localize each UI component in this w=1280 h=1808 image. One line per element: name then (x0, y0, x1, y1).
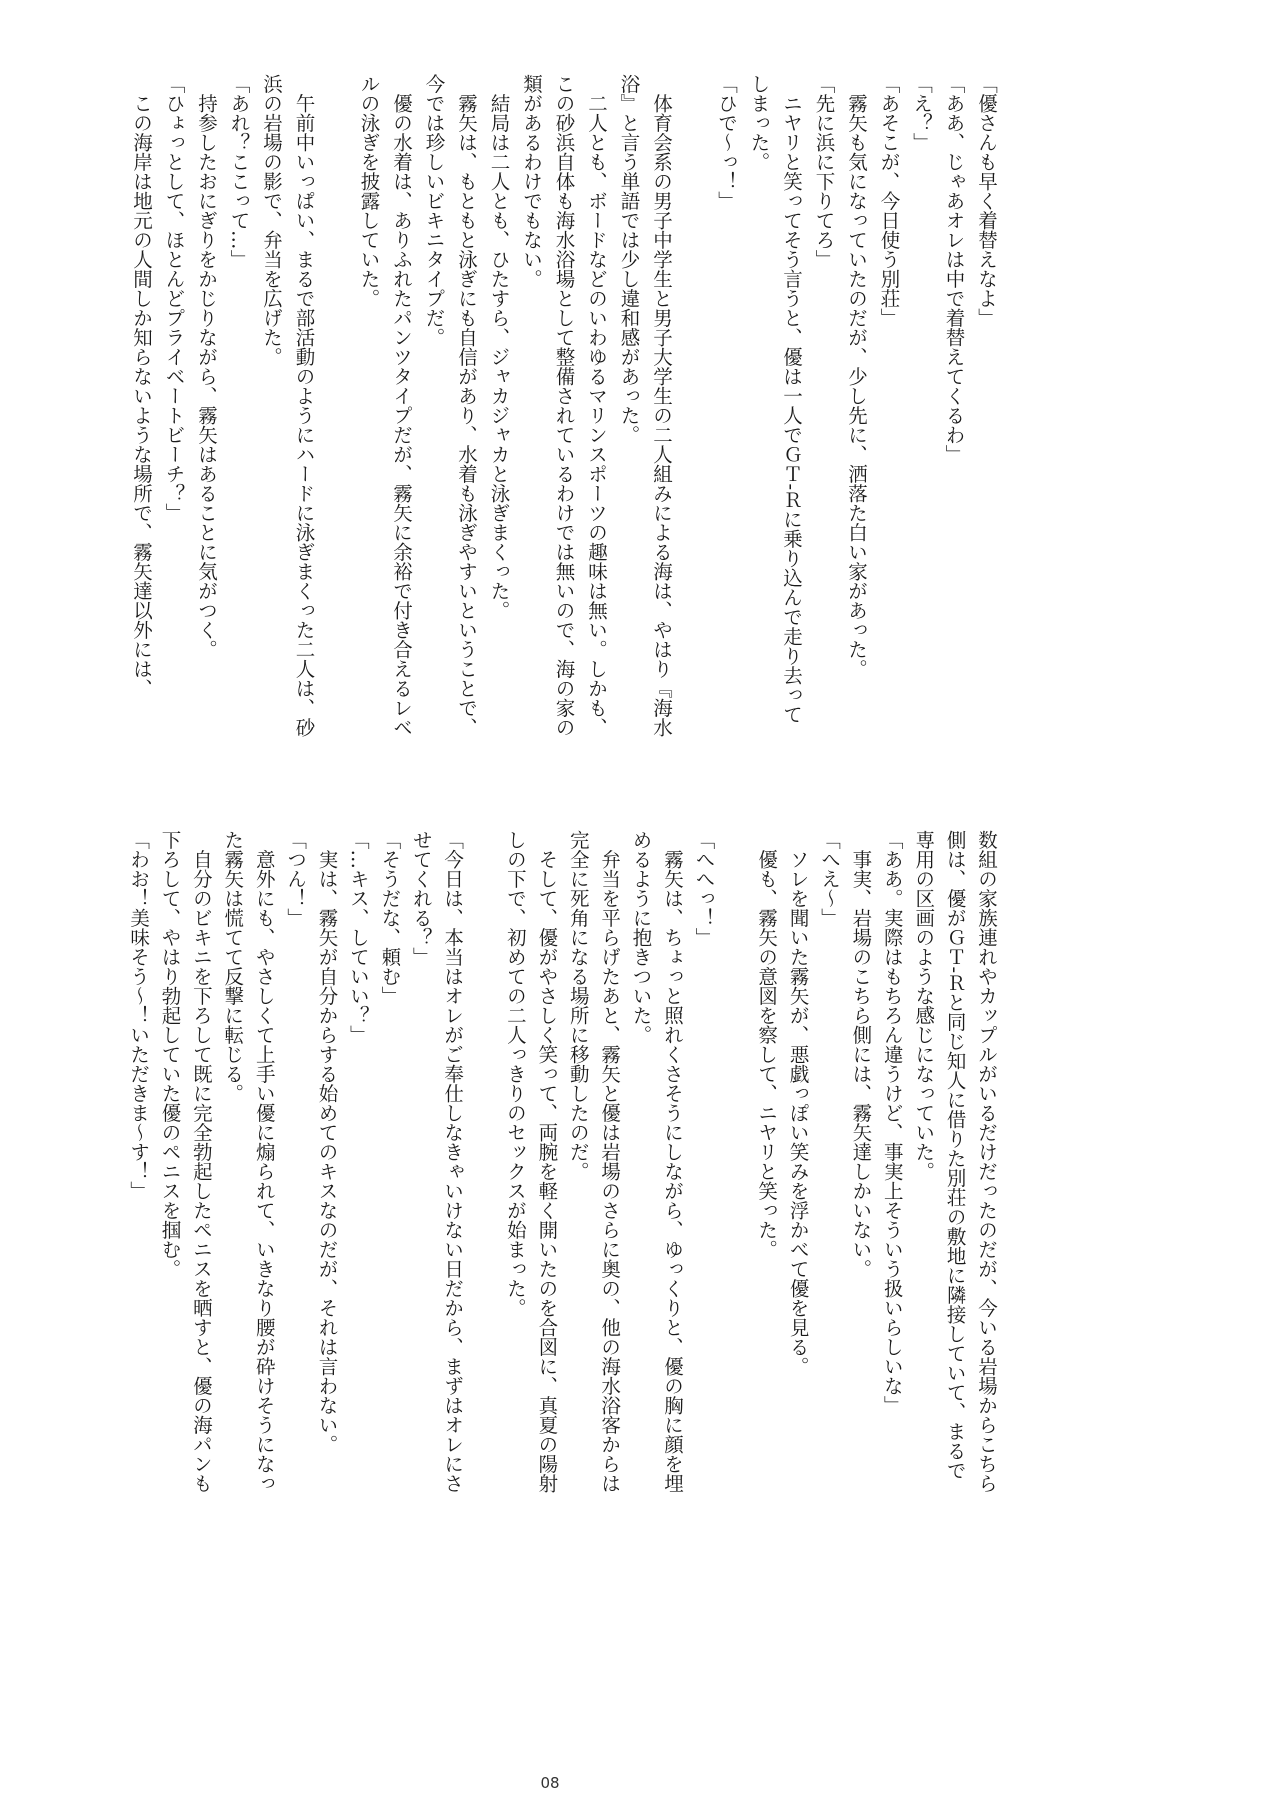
page-number: 08 (540, 1774, 560, 1792)
text-line: 「今日は、本当はオレがご奉仕しなきゃいけない日だから、まずはオレにさ (441, 830, 465, 1493)
text-line: 「ひょっとして、ほとんどプライベートビーチ？」 (162, 74, 186, 523)
text-block-bottom (124, 830, 1002, 1570)
text-line: 「…キス、していい？」 (346, 830, 370, 1045)
text-line: 専用の区画のような感じになっていた。 (912, 830, 936, 1181)
text-line: この海岸は地元の人間しか知らないような場所で、霧矢達以外には、 (130, 74, 153, 698)
text-line: ニヤリと笑ってそう言うと、優は一人でＧＴ‐Ｒに乗り込んで走り去って (780, 74, 803, 725)
text-line: 霧矢は、もともと泳ぎにも自信があり、水着も泳ぎやすいということで、 (455, 74, 478, 737)
text-line: 「先に浜に下りてろ」 (812, 74, 836, 269)
text-line: 優も、霧矢の意図を察して、ニヤリと笑った。 (755, 830, 779, 1259)
text-line: 結局は二人とも、ひたすら、ジャカジャカと泳ぎまくった。 (487, 74, 511, 620)
text-line: 「ああ。実際はもちろん違うけど、事実上そういう扱いらしいな」 (880, 830, 904, 1415)
text-line (677, 74, 710, 784)
text-line: 自分のビキニを下ろして既に完全勃起したペニスを晒すと、優の海パンも (189, 830, 213, 1493)
text-line: 完全に死角になる場所に移動したのだ。 (566, 830, 590, 1181)
text-line: 「へへっ！」 (692, 830, 716, 947)
text-line (468, 830, 499, 1570)
text-line: 「あそこが、今日使う別荘」 (877, 74, 901, 328)
text-line: ソレを聞いた霧矢が、悪戯っぽい笑みを浮かべて優を見る。 (786, 830, 810, 1376)
text-line: 「つん！」 (284, 830, 308, 928)
text-line: 類があるわけでもない。 (520, 74, 543, 289)
text-line: 体育会系の男子中学生と男子大学生の二人組みによる海は、やはり『海水 (650, 74, 673, 737)
text-line: 事実、岩場のこちら側には、霧矢達しかいない。 (849, 830, 873, 1279)
text-line: しまった。 (747, 74, 771, 172)
text-line (320, 74, 353, 784)
text-line: 浴』と言う単語では少し違和感があった。 (617, 74, 641, 445)
text-line (719, 830, 750, 1570)
text-line: この砂浜自体も海水浴場として整備されているわけでは無いので、海の家の (552, 74, 576, 737)
text-line: 側は、優がＧＴ‐Ｒと同じ知人に借りた別荘の敷地に隣接していて、まるで (943, 830, 967, 1481)
text-line: 下ろして、やはり勃起していた優のペニスを掴む。 (158, 830, 182, 1279)
text-line: 意外にも、やさしくて上手い優に煽られて、いきなり腰が砕けそうになっ (252, 830, 276, 1493)
text-line: そして、優がやさしく笑って、両腕を軽く開いたのを合図に、真夏の陽射 (535, 830, 559, 1493)
text-line: 「あれ？ここって…」 (227, 74, 251, 269)
text-line: 霧矢は、ちょっと照れくさそうにしながら、ゆっくりと、優の胸に顔を埋 (660, 830, 684, 1493)
text-line: 二人とも、ボードなどのいわゆるマリンスポーツの趣味は無い。しかも、 (585, 74, 608, 737)
text-line: 「ひで〜っ！」 (715, 74, 738, 211)
text-line: 「ああ、じゃあオレは中で着替えてくるわ」 (942, 74, 966, 464)
text-line: 浜の岩場の影で、弁当を広げた。 (260, 74, 283, 367)
text-line: 「そうだな、頼む」 (378, 830, 402, 1006)
text-line: た霧矢は慌てて反撃に転じる。 (221, 830, 245, 1103)
text-line: 「へえ〜」 (817, 830, 841, 928)
text-line: 霧矢も気になっていたのだが、少し先に、洒落た白い家があった。 (845, 74, 868, 679)
text-line: しの下で、初めての二人っきりのセックスが始まった。 (503, 830, 527, 1318)
text-line: せてくれる？」 (409, 830, 433, 967)
text-line: 弁当を平らげたあと、霧矢と優は岩場のさらに奥の、他の海水浴客からは (598, 830, 622, 1493)
text-line: 持参したおにぎりをかじりながら、霧矢はあることに気がつく。 (195, 74, 218, 659)
text-line: 今では珍しいビキニタイプだ。 (422, 74, 446, 347)
text-line: ルの泳ぎを披露していた。 (357, 74, 381, 308)
text-line: 数組の家族連れやカップルがいるだけだったのだが、今いる岩場からこちら (975, 830, 998, 1493)
text-line: 午前中いっぱい、まるで部活動のようにハードに泳ぎまくった二人は、砂 (292, 74, 316, 737)
text-line: めるように抱きついた。 (629, 830, 653, 1045)
text-line: 優の水着は、ありふれたパンツタイプだが、霧矢に余裕で付き合えるレベ (390, 74, 413, 737)
text-line: 「わお！美味そう〜！いただきま〜す！」 (127, 830, 151, 1201)
text-line: 「優さんも早く着替えなよ」 (975, 74, 998, 328)
text-line: 実は、霧矢が自分からする始めてのキスなのだが、それは言わない。 (315, 830, 339, 1454)
text-block-top (124, 74, 1002, 784)
text-line: 「え？」 (910, 74, 933, 152)
